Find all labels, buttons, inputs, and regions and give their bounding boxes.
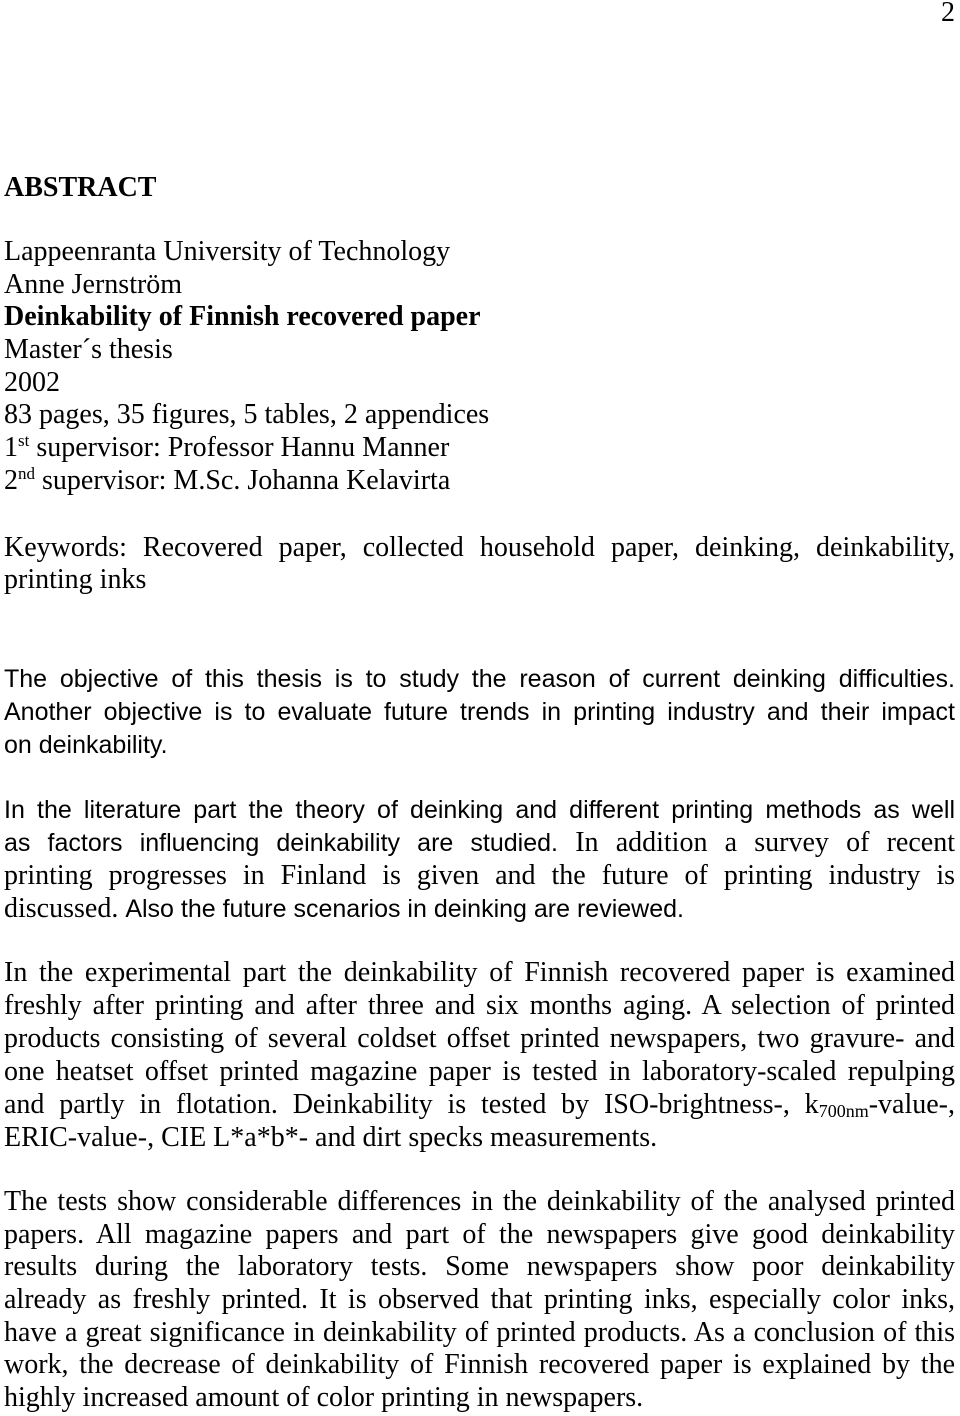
- line-text: In the experimental part the deinkability of Finnish recovered paper is examined: [4, 957, 955, 988]
- line-text: one heatset offset printed magazine paper is tested in laboratory-scaled repulping: [4, 1056, 955, 1087]
- paragraph-line: [4, 1186, 955, 1219]
- second-supervisor: [4, 465, 955, 498]
- supervisor-ordinal-suffix: nd: [18, 463, 35, 483]
- line-text: The objective of this thesis is to study the reason of current deinking difficulties.: [4, 665, 955, 693]
- paragraph-line: [4, 695, 955, 728]
- line-text: as factors influencing deinkability are studied.: [4, 829, 558, 857]
- paragraph-line: [4, 1088, 955, 1121]
- line-text: Also the future scenarios in deinking are reviewed.: [125, 895, 684, 923]
- line-text: have a great significance in deinkability of printed products. As a conclusion of this: [4, 1316, 955, 1348]
- thesis-info: [4, 236, 955, 498]
- subscript-text: 700nm: [818, 1101, 869, 1121]
- paragraph-line: [4, 1219, 955, 1252]
- keywords-line: Keywords: Recovered paper, collected household paper, deinking, deinkability,: [4, 532, 955, 563]
- paragraph-line: [4, 859, 955, 892]
- paragraph-line: [4, 1349, 955, 1382]
- first-supervisor: [4, 432, 955, 465]
- author-name: Anne Jernström: [4, 268, 183, 300]
- supervisor-ordinal: 1: [4, 432, 18, 464]
- abstract-paragraph-literature: [4, 793, 955, 925]
- line-text: -value-,: [868, 1089, 955, 1120]
- line-text: and partly in flotation. Deinkability is tested by ISO-brightness-, k: [4, 1089, 819, 1120]
- keywords-line: printing inks: [4, 564, 147, 595]
- line-text: printing progresses in Finland is given and the future of printing industry is: [4, 860, 955, 891]
- line-text: freshly after printing and after three and six months aging. A selection of printed: [4, 990, 955, 1021]
- paragraph-line: [4, 728, 955, 761]
- university-name: Lappeenranta University of Technology: [4, 236, 451, 267]
- thesis-title: Deinkability of Finnish recovered paper: [4, 301, 481, 333]
- paragraph-line: [4, 892, 955, 925]
- line-text: ERIC-value-, CIE L*a*b*- and dirt specks measurements.: [4, 1122, 658, 1153]
- paragraph-line: [4, 1382, 955, 1415]
- paragraph-line: [4, 1055, 955, 1088]
- keywords: [4, 532, 955, 596]
- supervisor-text: supervisor: M.Sc. Johanna Kelavirta: [42, 464, 451, 496]
- line-text: In addition a survey of recent: [575, 827, 955, 858]
- line-text: already as freshly printed. It is observed that printing inks, especially color inks,: [4, 1284, 955, 1316]
- line-text: Another objective is to evaluate future trends in printing industry and their impact: [4, 698, 955, 726]
- thesis-year: 2002: [4, 366, 60, 398]
- line-text: results during the laboratory tests. Some newspapers show poor deinkability: [4, 1251, 955, 1283]
- abstract-paragraph-results: [4, 1186, 955, 1415]
- page-number: 2: [941, 0, 955, 28]
- abstract-paragraph-objective: [4, 662, 955, 761]
- line-text: The tests show considerable differences in the deinkability of the analysed printed: [4, 1186, 955, 1217]
- abstract-heading: [4, 171, 955, 204]
- paragraph-line: [4, 662, 955, 695]
- line-text: on deinkability.: [4, 731, 168, 759]
- thesis-type: Master´s thesis: [4, 334, 173, 366]
- line-text: products consisting of several coldset offset printed newspapers, two gravure- and: [4, 1023, 955, 1054]
- paragraph-line: [4, 793, 955, 826]
- paragraph-line: [4, 1317, 955, 1350]
- heading-text: ABSTRACT: [4, 172, 157, 203]
- line-text: discussed.: [4, 893, 119, 924]
- supervisor-ordinal: 2: [4, 464, 18, 496]
- paragraph-line: [4, 826, 955, 859]
- line-text: work, the decrease of deinkability of Finnish recovered paper is explained by the: [4, 1349, 955, 1381]
- paragraph-line: [4, 989, 955, 1022]
- supervisor-text: supervisor: Professor Hannu Manner: [36, 432, 450, 464]
- paragraph-line: [4, 1284, 955, 1317]
- abstract-paragraph-experimental: [4, 956, 955, 1154]
- line-text: In the literature part the theory of deinking and different printing methods as well: [4, 796, 955, 824]
- paragraph-line: [4, 1251, 955, 1284]
- paragraph-line: [4, 1121, 955, 1154]
- paragraph-line: [4, 956, 955, 989]
- line-text: papers. All magazine papers and part of the newspapers give good deinkability: [4, 1218, 955, 1250]
- paragraph-line: [4, 1022, 955, 1055]
- thesis-extent: 83 pages, 35 figures, 5 tables, 2 appendices: [4, 399, 490, 431]
- line-text: highly increased amount of color printing in newspapers.: [4, 1382, 644, 1414]
- supervisor-ordinal-suffix: st: [18, 431, 30, 451]
